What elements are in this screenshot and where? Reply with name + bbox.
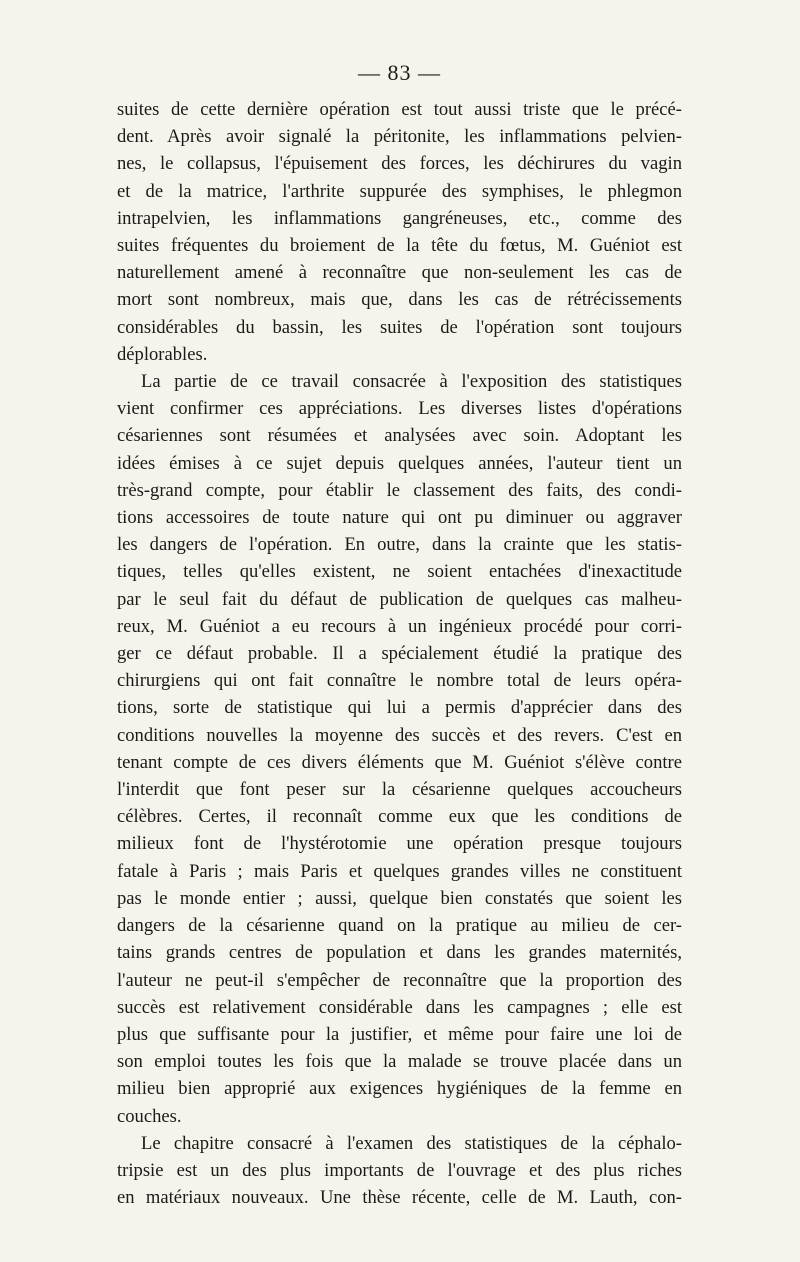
text-line: dangers de la césarienne quand on la pratique au milieu de cer- [117,915,682,937]
text-line: déplorables. [117,343,208,365]
text-line: couches. [117,1105,182,1127]
text-line: tions, sorte de statistique qui lui a permis d'apprécier dans des [117,697,682,719]
text-line: reux, M. Guéniot a eu recours à un ingénieux procédé pour corri- [117,615,682,637]
text-line: très-grand compte, pour établir le classement des faits, des condi- [117,479,682,501]
text-line: chirurgiens qui ont fait connaître le nombre total de leurs opéra- [117,670,682,692]
text-line: suites fréquentes du broiement de la tête du fœtus, M. Guéniot est [117,235,682,257]
text-line: milieu bien approprié aux exigences hygiéniques de la femme en [117,1078,682,1100]
text-line: les dangers de l'opération. En outre, dans la crainte que les statis- [117,534,682,556]
text-line: l'interdit que font peser sur la césarienne quelques accoucheurs [117,779,682,801]
text-line: considérables du bassin, les suites de l'opération sont toujours [117,316,682,338]
text-line: ger ce défaut probable. Il a spécialement étudié la pratique des [117,643,682,665]
text-line: tiques, telles qu'elles existent, ne soient entachées d'inexactitude [117,561,682,583]
text-line: dent. Après avoir signalé la péritonite, les inflammations pelvien- [117,126,682,148]
text-line: tripsie est un des plus importants de l'ouvrage et des plus riches [117,1159,682,1181]
text-line: Le chapitre consacré à l'examen des statistiques de la céphalo- [141,1132,682,1154]
text-line: et de la matrice, l'arthrite suppurée des symphises, le phlegmon [117,180,682,202]
text-line: l'auteur ne peut-il s'empêcher de reconnaître que la proportion des [117,969,682,991]
body-text [117,96,682,1211]
paragraph [117,368,682,1130]
text-line: par le seul fait du défaut de publication de quelques cas malheu- [117,588,682,610]
text-line: fatale à Paris ; mais Paris et quelques grandes villes ne constituent [117,860,682,882]
text-line: son emploi toutes les fois que la malade se trouve placée dans un [117,1051,682,1073]
text-line: tains grands centres de population et dans les grandes maternités, [117,942,682,964]
text-line: suites de cette dernière opération est tout aussi triste que le précé- [117,99,682,120]
page-number: — 83 — [358,60,441,85]
text-line: vient confirmer ces appréciations. Les diverses listes d'opérations [117,398,682,420]
text-line: mort sont nombreux, mais que, dans les cas de rétrécissements [117,289,682,311]
text-line: La partie de ce travail consacrée à l'exposition des statistiques [141,371,682,393]
paragraph [117,1130,682,1212]
text-line: intrapelvien, les inflammations gangréneuses, etc., comme des [117,207,682,229]
text-line: milieux font de l'hystérotomie une opération presque toujours [117,833,682,855]
text-line: nes, le collapsus, l'épuisement des forces, les déchirures du vagin [117,153,682,175]
text-line: césariennes sont résumées et analysées avec soin. Adoptant les [117,425,682,447]
text-line: en matériaux nouveaux. Une thèse récente, celle de M. Lauth, con- [117,1187,682,1209]
text-line: conditions nouvelles la moyenne des succès et des revers. C'est en [117,724,682,746]
text-line: plus que suffisante pour la justifier, et même pour faire une loi de [117,1023,682,1045]
text-line: naturellement amené à reconnaître que non-seulement les cas de [117,262,682,284]
text-line: idées émises à ce sujet depuis quelques années, l'auteur tient un [117,452,682,474]
text-line: succès est relativement considérable dans les campagnes ; elle est [117,996,682,1018]
text-line: pas le monde entier ; aussi, quelque bien constatés que soient les [117,887,682,909]
text-line: tenant compte de ces divers éléments que M. Guéniot s'élève contre [117,751,682,773]
paragraph [117,96,682,368]
text-line: célèbres. Certes, il reconnaît comme eux que les conditions de [117,806,682,828]
text-line: tions accessoires de toute nature qui ont pu diminuer ou aggraver [117,507,682,529]
